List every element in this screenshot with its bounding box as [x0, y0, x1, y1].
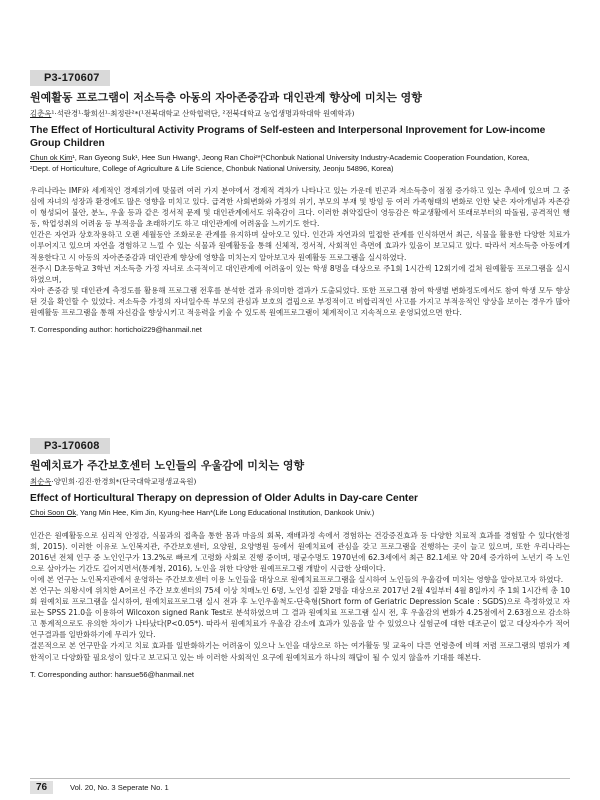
english-affiliation: ²Dept. of Horticulture, College of Agriculture & Life Science, Chonbuk National University, Jeonju 54896, Korea)	[30, 163, 394, 173]
journal-info: Vol. 20, No. 3 Seperate No. 1	[70, 783, 169, 792]
other-authors-ko: ¹·석란경¹·황희선¹·최정란²*(¹전북대학교 산학협력단, ²전북대학교 농업생명과학대학 원예학과)	[51, 109, 355, 118]
first-author-en: Chun ok Kim	[30, 153, 73, 162]
abstract-body	[30, 530, 570, 663]
body-paragraph: 이에 본 연구는 노인복지관에서 운영하는 주간보호센터 이용 노인들을 대상으로 원예치료프로그램을 실시하여 노인들의 우울감에 미치는 영향을 알아보고자 하였다.	[30, 574, 564, 584]
korean-authors	[30, 477, 570, 487]
other-authors-ko: ·양민희·김진·한경희*(단국대학교평생교육원)	[51, 477, 197, 486]
abstract-id-tag: P3-170607	[30, 70, 110, 86]
body-paragraph: 인간은 원예활동으로 심리적 안정감, 식물과의 접촉을 통한 몸과 마음의 회복, 재배과정 속에서 경험하는 건강증진효과 등 다양한 치료적 효과를 경험할 수 있다(한정희, 2015). 이러한 이유로 노인복지관, 주간보호센터, 요양원, 요양병원 등에서 원예치료에 관심을 갖고 프로그램을 진행하는 곳이 늘고 있으며, 또한 우리나라는 2016년 전체 인구 중 노인인구가 13.2%로 빠르게 고령화 사회로 진행 중이며, 평균수명도 1970년에 62.3세에서 최근 82.1세로 약 20세 증가하여 노년기 즉 노인으로 살아가는 기간도 길어지면서(통계청, 2016), 노인을 위한 다양한 원예프로그램 개발이 시급한 상태이다.	[30, 530, 570, 573]
other-authors-en: ¹, Ran Gyeong Suk¹, Hee Sun Hwang¹, Jeong Ran Choi²*(¹Chonbuk National University Industry-Academic Cooperation Foundation, Korea,	[72, 153, 530, 162]
english-title: The Effect of Horticultural Activity Programs of Self-esteen and Interpersonal Inprovement for Low-income Group Children	[30, 125, 546, 149]
abstract-1	[30, 66, 570, 334]
english-authors	[30, 153, 570, 164]
body-paragraph: 결론적으로 본 연구만을 가지고 치료 효과를 일반화하기는 어려움이 있으나 노인을 대상으로 하는 여가활동 및 교육이 다른 연령층에 비해 저렴 프로그램의 범위가 제한적이고 다양화할 필요성이 있다고 보고되고 있는 바 이러한 사회적인 요구에 원예치료가 하나의 해답이 될 수 있지 않을까 기대를 해본다.	[30, 641, 570, 662]
body-paragraph: 우리나라는 IMF와 세계적인 경제위기에 맞물려 여러 가지 분야에서 경제적 격차가 나타나고 있는 가운데 빈곤과 저소득층이 점점 증가하고 있는 추세에 있으며 그 중심에 자녀의 성장과 환경에도 많은 영향을 미치고 있다. 급격한 사회변화와 가정의 위기, 부모의 부재 및 방임 등 여러 가족형태의 변화로 인한 낮은 자아개념과 자존감이 형성되어 불안, 분노, 우울 등과 같은 정서적 문제 및 대인관계에서도 위축감이 크다. 이러한 취약집단이 영등감은 학교생활에서 또래로부터의 따돌림, 공격적인 행동, 학업성취의 어려움 등 부적응을 초래하기도 하고 대인관계에 어려움을 느끼기도 한다.	[30, 186, 570, 229]
corresponding-author: T. Corresponding author: hortichoi229@hanmail.net	[30, 325, 202, 335]
page-number: 76	[30, 781, 53, 794]
first-author-ko: 최순옥	[30, 477, 52, 486]
abstract-body	[30, 185, 570, 318]
korean-title: 원예활동 프로그램이 저소득층 아동의 자아존중감과 대인관계 향상에 미치는 영향	[30, 91, 422, 104]
page-footer	[30, 778, 570, 793]
corresponding-author: T. Corresponding author: hansue56@hanmail.net	[30, 669, 194, 679]
body-paragraph: 인간은 자연과 상호작용하고 오랜 세월동안 조화로운 관계를 유지하며 살아오고 있다. 인간과 자연과의 밀접한 관계를 인식하면서 최근, 식물을 활용한 다양한 치료가 이루어지고 있으며 자연을 경험하고 느낄 수 있는 식물과 원예활동을 통해 신체적, 정서적, 사회적인 측면에 효과가 있음이 보고되고 있다. 따라서 저소득층 아동에게 적용한다고 시 아동의 자아존중감과 대인관계 향상에 영향을 미치는지 알아보고자 원예활동 프로그램을 실시하였다.	[30, 230, 570, 262]
english-authors	[30, 508, 570, 519]
body-paragraph: 자아 존중감 및 대인관계 측정도를 활용해 프로그램 전후를 분석한 결과 유의미한 결과가 도출되었다. 또한 프로그램 참여 학생별 변화정도에서도 참여 학생 모두 향상된 것을 확인할 수 있었다. 저소득층 가정의 자녀일수록 부모의 관심과 보호의 결핍으로 부정적이고 비합리적인 사고를 가지고 부적응적인 양상을 보이는 경우가 많아 원예활동 프로그램을 통해 자신감을 향상시키고 적응력을 키울 수 있도록 원예프로그램이 체계적이고 지속적으로 운영되었으면 한다.	[30, 285, 570, 318]
first-author-en: Choi Soon Ok	[30, 508, 77, 517]
first-author-ko: 김춘옥	[30, 109, 52, 118]
english-title: Effect of Horticultural Therapy on depression of Older Adults in Day-care Center	[30, 493, 418, 504]
korean-title: 원예치료가 주간보호센터 노인들의 우울감에 미치는 영향	[30, 459, 305, 472]
body-paragraph: 전주시 D초등학교 3학년 저소득층 가정 자녀로 소극적이고 대인관계에 어려움이 있는 학생 8명을 대상으로 주1회 1시간씩 12회기에 걸쳐 원예활동 프로그램을 실시하였으며,	[30, 263, 570, 284]
abstract-id-tag: P3-170608	[30, 438, 110, 454]
abstract-2	[30, 434, 570, 679]
body-paragraph: 본 연구는 의왕시에 위치한 A어르신 주간 보호센터의 75세 이상 치매노인 6명, 노인성 질환 2명을 대상으로 2017년 2월 4일부터 4월 8일까지 주 1회 1시간씩 총 10회 원예치료 프로그램을 실시하여, 원예치료프로그램 실시 전과 후 노인우울척도-단축형(Short form of Geriatric Depression Scale : SGDS)으로 측정하였고 자료는 SPSS 21.0을 이용하여 Wilcoxon signed Rank Test로 분석하였으며 그 결과 원예치료 프로그램 실시 전, 후 우울감의 변화가 4.25점에서 2.63점으로 감소하고 통계적으로도 유의한 차이가 나타났다(P<0.05*). 따라서 원예치료가 우울감 감소에 효과가 있음을 알 수 있었으나 실험군에 대한 대조군이 없고 대상자수가 적어 연구결과를 일반화하기에 무리가 있다.	[30, 585, 570, 640]
other-authors-en: , Yang Min Hee, Kim Jin, Kyung-hee Han*(Life Long Educational Institution, Dankook Univ.)	[76, 508, 375, 517]
korean-authors	[30, 109, 570, 119]
